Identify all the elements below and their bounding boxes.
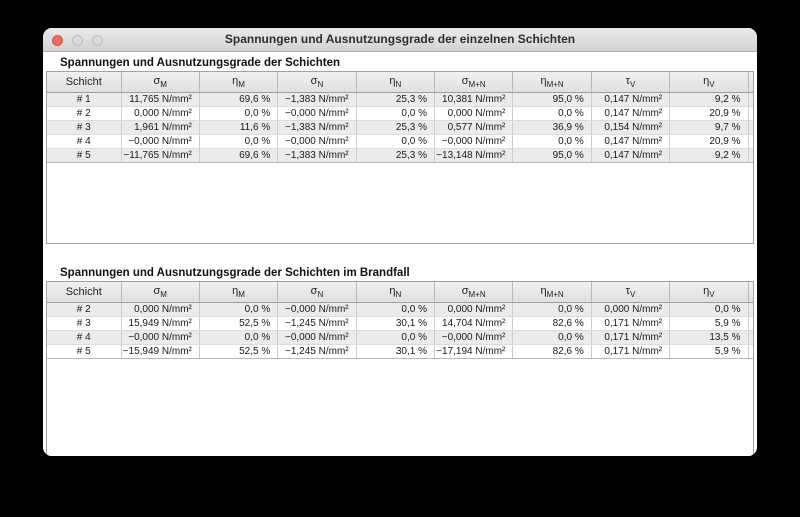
layer-id-cell: # 4 xyxy=(47,330,121,344)
table-cell: 30,1 % xyxy=(356,344,434,358)
table-cell: 0,0 % xyxy=(356,330,434,344)
minimize-button xyxy=(72,35,83,46)
table-cell: 0,0 % xyxy=(513,302,591,316)
layer-id-cell: # 2 xyxy=(47,302,121,316)
table-cell: −0,000 N/mm² xyxy=(278,134,356,148)
table-cell: −13,148 N/mm² xyxy=(435,148,513,162)
scrollbar-gutter xyxy=(748,92,754,106)
table-cell: 30,1 % xyxy=(356,316,434,330)
table-cell: 25,3 % xyxy=(356,148,434,162)
section-stresses xyxy=(43,57,757,244)
table-cell: 9,7 % xyxy=(670,120,748,134)
column-header: $\eta_N$ xyxy=(356,72,434,92)
table-cell: −11,765 N/mm² xyxy=(121,148,199,162)
table-cell: 5,9 % xyxy=(670,316,748,330)
layer-id-cell: # 2 xyxy=(47,106,121,120)
table-cell: 0,000 N/mm² xyxy=(591,302,669,316)
table-cell: 82,6 % xyxy=(513,344,591,358)
table-row[interactable] xyxy=(47,302,754,316)
table-cell: 0,000 N/mm² xyxy=(121,106,199,120)
stress-table xyxy=(47,72,754,163)
section-title: Spannungen und Ausnutzungsgrade der Schichten xyxy=(60,57,341,69)
table-cell: 0,147 N/mm² xyxy=(591,134,669,148)
table-viewport xyxy=(46,281,754,456)
column-header: Schicht xyxy=(47,282,121,302)
section-stresses-fire xyxy=(43,267,757,456)
table-header-row xyxy=(47,72,754,92)
table-cell: −1,383 N/mm² xyxy=(278,92,356,106)
table-cell: −17,194 N/mm² xyxy=(435,344,513,358)
window-title: Spannungen und Ausnutzungsgrade der einzelnen Schichten xyxy=(224,32,576,46)
table-cell: 25,3 % xyxy=(356,92,434,106)
table-cell: 0,171 N/mm² xyxy=(591,330,669,344)
table-cell: 9,2 % xyxy=(670,92,748,106)
column-header: $\sigma_{M+N}$ xyxy=(435,282,513,302)
table-cell: 13,5 % xyxy=(670,330,748,344)
layer-id-cell: # 3 xyxy=(47,316,121,330)
layer-id-cell: # 3 xyxy=(47,120,121,134)
column-header: Schicht xyxy=(47,72,121,92)
column-header: $\eta_N$ xyxy=(356,282,434,302)
table-row[interactable] xyxy=(47,92,754,106)
table-cell: 1,961 N/mm² xyxy=(121,120,199,134)
table-cell: 0,0 % xyxy=(513,134,591,148)
table-cell: 5,9 % xyxy=(670,344,748,358)
table-cell: 20,9 % xyxy=(670,106,748,120)
column-header: $\tau_V$ xyxy=(591,282,669,302)
table-cell: 11,6 % xyxy=(199,120,277,134)
stress-table-fire xyxy=(47,282,754,359)
column-header: $\sigma_M$ xyxy=(121,282,199,302)
layer-id-cell: # 5 xyxy=(47,344,121,358)
scrollbar-gutter xyxy=(748,134,754,148)
table-cell: 82,6 % xyxy=(513,316,591,330)
close-button[interactable] xyxy=(52,35,63,46)
table-cell: 95,0 % xyxy=(513,92,591,106)
scrollbar-gutter xyxy=(748,106,754,120)
table-cell: 25,3 % xyxy=(356,120,434,134)
table-header-row xyxy=(47,282,754,302)
table-cell: −0,000 N/mm² xyxy=(435,134,513,148)
layer-id-cell: # 5 xyxy=(47,148,121,162)
table-cell: −0,000 N/mm² xyxy=(278,302,356,316)
table-cell: 11,765 N/mm² xyxy=(121,92,199,106)
column-header: $\eta_V$ xyxy=(670,282,748,302)
table-cell: 0,0 % xyxy=(356,106,434,120)
window-content xyxy=(43,57,757,456)
table-cell: −0,000 N/mm² xyxy=(278,330,356,344)
table-cell: 0,0 % xyxy=(513,330,591,344)
table-row[interactable] xyxy=(47,316,754,330)
layer-id-cell: # 4 xyxy=(47,134,121,148)
table-viewport xyxy=(46,71,754,244)
table-row[interactable] xyxy=(47,134,754,148)
table-cell: −15,949 N/mm² xyxy=(121,344,199,358)
table-cell: −0,000 N/mm² xyxy=(121,134,199,148)
zoom-button xyxy=(92,35,103,46)
table-cell: 0,171 N/mm² xyxy=(591,344,669,358)
table-cell: 0,577 N/mm² xyxy=(435,120,513,134)
table-cell: −1,383 N/mm² xyxy=(278,148,356,162)
table-cell: 52,5 % xyxy=(199,316,277,330)
scrollbar-gutter xyxy=(748,282,754,302)
column-header: $\eta_M$ xyxy=(199,72,277,92)
column-header: $\sigma_{M+N}$ xyxy=(435,72,513,92)
table-cell: 0,0 % xyxy=(199,302,277,316)
scrollbar-gutter xyxy=(748,302,754,316)
table-row[interactable] xyxy=(47,120,754,134)
column-header: $\eta_M$ xyxy=(199,282,277,302)
table-cell: 15,949 N/mm² xyxy=(121,316,199,330)
column-header: $\eta_{M+N}$ xyxy=(513,282,591,302)
table-cell: 0,000 N/mm² xyxy=(435,106,513,120)
table-cell: 0,0 % xyxy=(356,134,434,148)
column-header: $\sigma_N$ xyxy=(278,282,356,302)
table-cell: 0,0 % xyxy=(356,302,434,316)
table-cell: 0,0 % xyxy=(199,106,277,120)
table-cell: 36,9 % xyxy=(513,120,591,134)
table-cell: −0,000 N/mm² xyxy=(278,106,356,120)
table-cell: 9,2 % xyxy=(670,148,748,162)
scrollbar-gutter xyxy=(748,120,754,134)
scrollbar-gutter xyxy=(748,72,754,92)
table-cell: 0,000 N/mm² xyxy=(121,302,199,316)
table-row[interactable] xyxy=(47,330,754,344)
scrollbar-gutter xyxy=(748,330,754,344)
scrollbar-gutter xyxy=(748,148,754,162)
table-cell: 52,5 % xyxy=(199,344,277,358)
scrollbar-gutter xyxy=(748,344,754,358)
table-cell: 0,0 % xyxy=(670,302,748,316)
table-cell: 0,147 N/mm² xyxy=(591,92,669,106)
traffic-lights xyxy=(52,28,103,52)
table-cell: −1,383 N/mm² xyxy=(278,120,356,134)
table-cell: −0,000 N/mm² xyxy=(121,330,199,344)
table-cell: 0,147 N/mm² xyxy=(591,106,669,120)
table-cell: 20,9 % xyxy=(670,134,748,148)
table-cell: 0,0 % xyxy=(199,330,277,344)
app-window xyxy=(43,28,757,456)
table-cell: 0,171 N/mm² xyxy=(591,316,669,330)
table-row[interactable] xyxy=(47,106,754,120)
table-cell: 14,704 N/mm² xyxy=(435,316,513,330)
layer-id-cell: # 1 xyxy=(47,92,121,106)
table-cell: 0,147 N/mm² xyxy=(591,148,669,162)
table-row[interactable] xyxy=(47,148,754,162)
table-cell: 10,381 N/mm² xyxy=(435,92,513,106)
table-cell: −1,245 N/mm² xyxy=(278,316,356,330)
table-cell: −1,245 N/mm² xyxy=(278,344,356,358)
table-cell: 0,0 % xyxy=(513,106,591,120)
section-title: Spannungen und Ausnutzungsgrade der Schichten im Brandfall xyxy=(60,267,410,279)
column-header: $\sigma_N$ xyxy=(278,72,356,92)
column-header: $\eta_{M+N}$ xyxy=(513,72,591,92)
table-cell: 0,000 N/mm² xyxy=(435,302,513,316)
table-cell: 69,6 % xyxy=(199,148,277,162)
table-cell: 69,6 % xyxy=(199,92,277,106)
table-cell: 0,0 % xyxy=(199,134,277,148)
window-titlebar[interactable] xyxy=(43,28,757,52)
table-cell: 95,0 % xyxy=(513,148,591,162)
table-cell: −0,000 N/mm² xyxy=(435,330,513,344)
column-header: $\eta_V$ xyxy=(670,72,748,92)
table-cell: 0,154 N/mm² xyxy=(591,120,669,134)
column-header: $\sigma_M$ xyxy=(121,72,199,92)
table-row[interactable] xyxy=(47,344,754,358)
scrollbar-gutter xyxy=(748,316,754,330)
column-header: $\tau_V$ xyxy=(591,72,669,92)
